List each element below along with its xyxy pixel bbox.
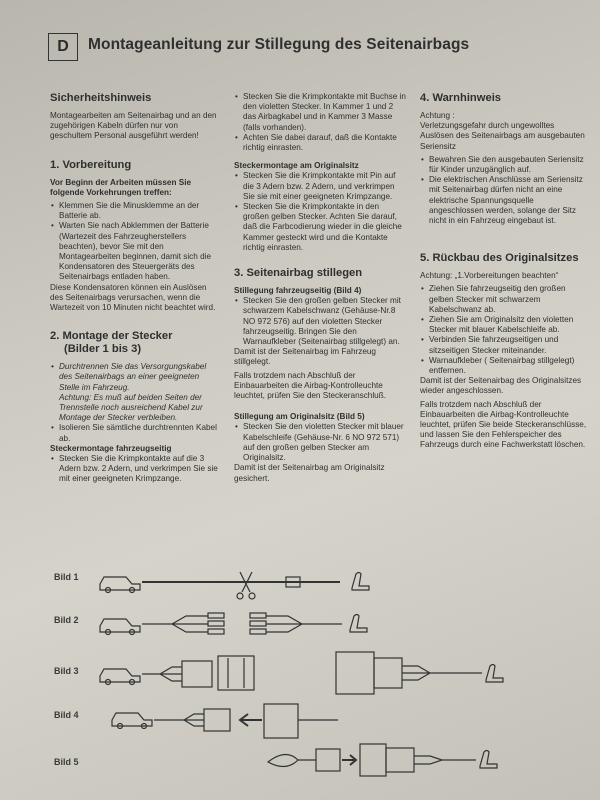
- heading-warning: 4. Warnhinweis: [420, 92, 502, 104]
- disable-car-text-1: Damit ist der Seitenairbag im Fahrzeug stillgelegt.: [234, 347, 376, 367]
- heading-safety: Sicherheitshinweis: [50, 92, 152, 104]
- heading-connector-mounting: 2. Montage der Stecker: [50, 330, 173, 343]
- cable-line: [154, 714, 204, 726]
- warning-text: Verletzungsgefahr durch ungewolltes Auslösen des Seitenairbags am ausgebauten Seriensitz: [420, 121, 585, 151]
- list-item: • Achten Sie dabei darauf, daß die Kontakte richtig einrasten.: [234, 133, 406, 153]
- list-item: [50, 362, 220, 423]
- figures-area: [0, 560, 600, 800]
- cable-line: [402, 666, 482, 680]
- list-item-note: Achtung: Es muß auf beiden Seiten der Trennstelle noch ausreichend Kabel zur Montage der Stecker verbleiben.: [59, 392, 203, 423]
- list-item: • Bewahren Sie den ausgebauten Seriensitz für Kinder unzugänglich auf.: [420, 155, 588, 175]
- arrow-right-icon: [342, 755, 356, 765]
- seat-icon: [352, 573, 369, 591]
- list-item: • Verbinden Sie fahrzeugseitigen und sitzseitigen Stecker miteinander.: [420, 335, 588, 355]
- connector-yellow-large: [264, 704, 298, 738]
- list-item: • Stecken Sie die Krimpkontakte mit Buchse in den violetten Stecker. In Kammer 1 und 2 das Airbagkabel und in Kammer 3 Masse (falls vorhanden).: [234, 92, 406, 133]
- warning-label: Achtung :: [420, 111, 455, 120]
- cable-line: [142, 616, 208, 632]
- crimp-contact: [250, 613, 266, 618]
- subheading-disable-seat: Stillegung am Originalsitz (Bild 5): [234, 412, 365, 422]
- list-item: • Stecken Sie die Krimpkontakte in den großen gelben Stecker. Achten Sie darauf, daß die Farbcodierung wieder in die gleiche Kammer gesteckt wird und die Kontakte richtig einrasten.: [234, 202, 406, 253]
- list-item: • Isolieren Sie sämtliche durchtrennten Kabel ab.: [50, 423, 220, 443]
- subheading-disable-car: Stillegung fahrzeugseitig (Bild 4): [234, 286, 362, 296]
- subheading-car-side: Steckermontage fahrzeugseitig: [50, 443, 172, 453]
- cable-line: [266, 616, 342, 632]
- figure-label-2: Bild 2: [54, 615, 79, 625]
- list-item: • Klemmen Sie die Minusklemme an der Batterie ab.: [50, 201, 220, 221]
- cable-loop: [268, 754, 298, 766]
- section-letter: D: [57, 38, 69, 55]
- connector-violet: [182, 661, 212, 687]
- list-item: • Ziehen Sie fahrzeugseitig den großen gelben Stecker mit schwarzem Kabelschwanz ab.: [420, 284, 588, 315]
- disable-seat-text: Damit ist der Seitenairbag am Originalsitz gesichert.: [234, 463, 385, 483]
- preparation-intro: Vor Beginn der Arbeiten müssen Sie folgende Vorkehrungen treffen:: [50, 177, 192, 197]
- section-letter-box: [48, 33, 78, 61]
- connector-violet: [316, 749, 340, 771]
- crimp-contact: [208, 629, 224, 634]
- list-item: • Warnaufkleber ( Seitenairbag stillgelegt) entfernen.: [420, 356, 588, 376]
- continued-list: [234, 92, 406, 153]
- crimp-contact: [250, 629, 266, 634]
- preparation-note: Diese Kondensatoren können ein Auslösen des Seitenairbags verursachen, wenn die Wartezeit von 10 Minuten nicht beachtet wird.: [50, 282, 216, 313]
- warning-list: [420, 155, 588, 226]
- list-item: • Die elektrischen Anschlüsse am Seriensitz mit Seitenairbag dürfen nicht an eine elektrische Spannungsquelle angeschlossen werden, solange der Sitz nicht in ein Fahrzeug eingebaut ist.: [420, 175, 588, 226]
- crimp-contact: [208, 621, 224, 626]
- arrow-left-icon: [240, 714, 262, 726]
- connector-yellow-large: [374, 658, 402, 688]
- figure-label-3: Bild 3: [54, 666, 79, 676]
- wiring-diagrams: [0, 560, 600, 800]
- connector-yellow-large: [360, 744, 386, 776]
- heading-restore-seat: 5. Rückbau des Originalsitzes: [420, 252, 579, 265]
- figure-2-diagram: [100, 613, 367, 635]
- figure-5-diagram: [268, 744, 497, 776]
- crimp-contact: [250, 621, 266, 626]
- list-item: • Stecken Sie den großen gelben Stecker mit schwarzem Kabelschwanz (Gehäuse-Nr.8 NO 972 576) auf den violetten Stecker fahrzeugseitig. Bringen Sie den Warnaufkleber (Seitenairbag stillgelegt) an.: [234, 296, 406, 347]
- list-item: • Stecken Sie die Krimpkontakte auf die 3 Adern bzw. 2 Adern, und verkrimpen Sie sie mit einer geeigneten Krimpzange.: [50, 454, 220, 485]
- crimp-contact: [208, 613, 224, 618]
- list-item: • Warten Sie nach Abklemmen der Batterie (Wartezeit des Fahrzeugherstellers beachten), bevor Sie mit den Montagearbeiten beginnen, damit sich die Kondensatoren des Steuergeräts des Seitenairbags entladen haben.: [50, 221, 220, 282]
- list-item: • Ziehen Sie am Originalsitz den violetten Stecker mit blauer Kabelschleife ab.: [420, 315, 588, 335]
- disable-seat-list: [234, 422, 406, 463]
- connector-yellow-large: [386, 748, 414, 772]
- heading-preparation: 1. Vorbereitung: [50, 158, 132, 171]
- figure-label-5: Bild 5: [54, 757, 79, 767]
- restore-text-2: Falls trotzdem nach Abschluß der Einbauarbeiten die Airbag-Kontrolleuchte leuchtet, prüfen Sie beide Steckeranschlüsse, und lassen Sie den Fehlerspeicher des Fahrzeugs durch eine Fachwerkstatt löschen.: [420, 399, 587, 450]
- original-seat-list: [234, 171, 406, 253]
- seat-icon: [480, 751, 497, 769]
- page-title: Montageanleitung zur Stillegung des Seitenairbags: [88, 36, 470, 53]
- disable-car-list: [234, 296, 406, 347]
- subheading-original-seat: Steckermontage am Originalsitz: [234, 161, 359, 171]
- car-side-list: [50, 454, 220, 485]
- restore-list: [420, 284, 588, 376]
- safety-text: Montagearbeiten am Seitenairbag und an den zugehörigen Kabeln dürfen nur von geschultem Personal ausgeführt werden!: [50, 111, 217, 141]
- seat-icon: [486, 665, 503, 683]
- restore-text-1: Damit ist der Seitenairbag des Originalsitzes wieder angeschlossen.: [420, 376, 582, 396]
- cable-line: [414, 756, 476, 764]
- figure-label-4: Bild 4: [54, 710, 79, 720]
- figure-3-diagram: [100, 652, 503, 694]
- heading-connector-mounting-sub: (Bilder 1 bis 3): [64, 343, 142, 356]
- connector-violet: [218, 656, 254, 690]
- connector-violet: [204, 709, 230, 731]
- figure-label-1: Bild 1: [54, 572, 79, 582]
- list-item-text: Durchtrennen Sie das Versorgungskabel des Seitenairbags an einer geeigneten Stelle im Fahrzeug.: [59, 362, 207, 392]
- column-2: [234, 92, 406, 487]
- figure-4-diagram: [112, 704, 338, 738]
- seat-icon: [350, 615, 367, 633]
- connector-yellow-large: [336, 652, 374, 694]
- heading-disable-airbag: 3. Seitenairbag stillegen: [234, 267, 363, 280]
- mounting-list: [50, 362, 220, 444]
- restore-note: Achtung: „1.Vorbereitungen beachten“: [420, 271, 559, 281]
- list-item: • Stecken Sie den violetten Stecker mit blauer Kabelschleife (Gehäuse-Nr. 6 NO 972 571) auf den großen gelben Stecker am Originalsitz.: [234, 422, 406, 463]
- figure-1-diagram: [100, 572, 369, 599]
- column-3: [420, 92, 588, 454]
- preparation-list: [50, 201, 220, 283]
- list-item: • Stecken Sie die Krimpkontakte mit Pin auf die 3 Adern bzw. 2 Adern, und verkrimpen Sie sie mit einer geeigneten Krimpzange.: [234, 171, 406, 202]
- column-1: [50, 92, 220, 485]
- disable-car-text-2: Falls trotzdem nach Abschluß der Einbauarbeiten die Airbag-Kontrolleuchte leuchtet, prüfen Sie den Steckeranschluß.: [234, 370, 387, 401]
- cable-line: [142, 667, 182, 681]
